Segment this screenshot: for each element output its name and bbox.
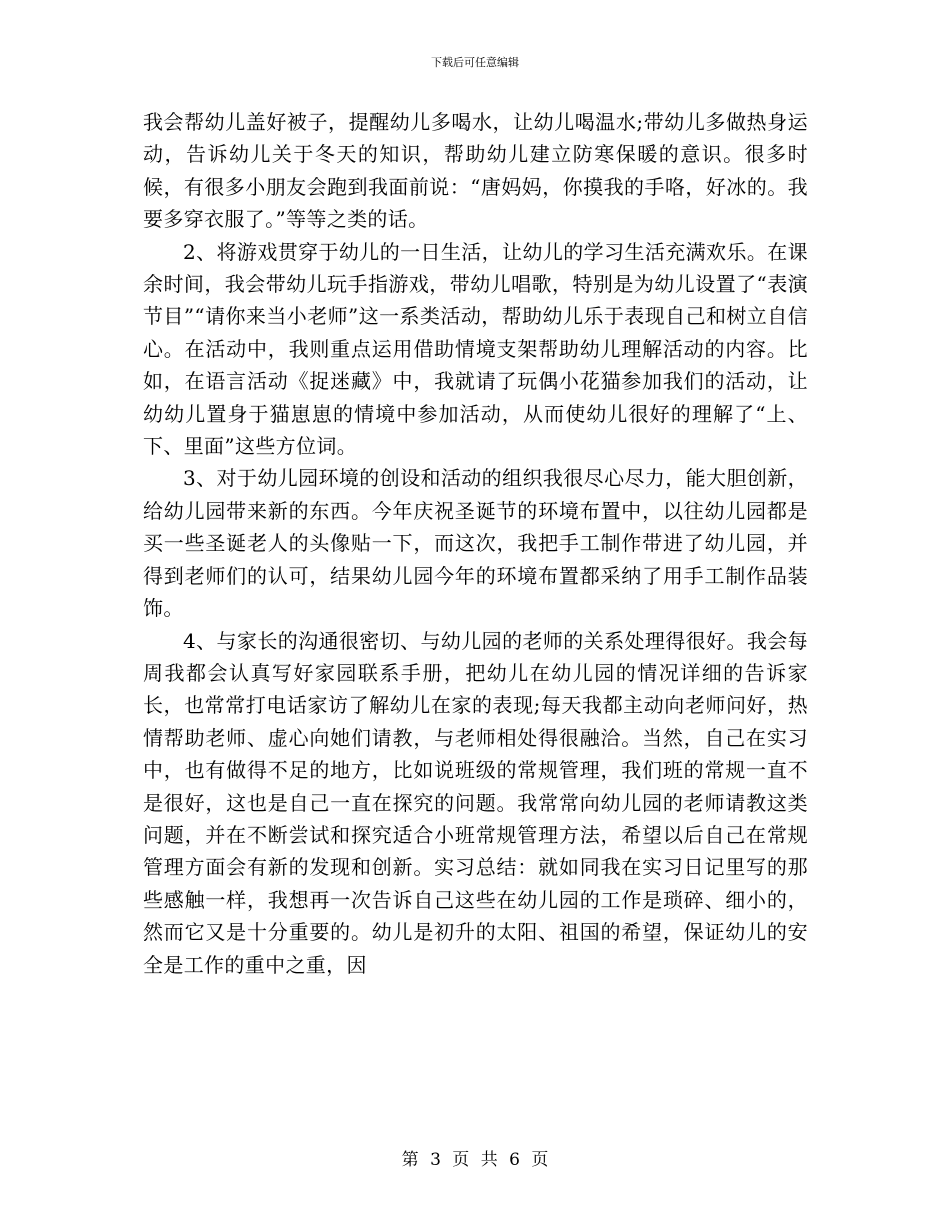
- paragraph-3: 3、对于幼儿园环境的创设和活动的组织我很尽心尽力，能大胆创新，给幼儿园带来新的东西。今年庆祝圣诞节的环境布置中，以往幼儿园都是买一些圣诞老人的头像贴一下，而这次，我把手工制作带进了幼儿园，并得到老师们的认可，结果幼儿园今年的环境布置都采纳了用手工制作品装饰。: [143, 466, 808, 621]
- page-number-footer: 第 3 页 共 6 页: [401, 1150, 549, 1170]
- paragraph-2: 2、将游戏贯穿于幼儿的一日生活，让幼儿的学习生活充满欢乐。在课余时间，我会带幼儿玩手指游戏，带幼儿唱歌，特别是为幼儿设置了“表演节目”“请你来当小老师”这一系类活动，帮助幼儿乐于表现自己和树立自信心。在活动中，我则重点运用借助情境支架帮助幼儿理解活动的内容。比如，在语言活动《捉迷藏》中，我就请了玩偶小花猫参加我们的活动，让幼幼儿置身于猫崽崽的情境中参加活动，从而使幼儿很好的理解了“上、下、里面”这些方位词。: [143, 239, 808, 459]
- paragraph-4: 4、与家长的沟通很密切、与幼儿园的老师的关系处理得很好。我会每周我都会认真写好家园联系手册，把幼儿在幼儿园的情况详细的告诉家长，也常常打电话家访了解幼儿在家的表现;每天我都主动向老师问好，热情帮助老师、虚心向她们请教，与老师相处得很融洽。当然，自己在实习中，也有做得不足的地方，比如说班级的常规管理，我们班的常规一直不是很好，这也是自己一直在探究的问题。我常常向幼儿园的老师请教这类问题，并在不断尝试和探究适合小班常规管理方法，希望以后自己在常规管理方面会有新的发现和创新。实习总结：就如同我在实习日记里写的那些感触一样，我想再一次告诉自己这些在幼儿园的工作是琐碎、细小的，然而它又是十分重要的。幼儿是初升的太阳、祖国的希望，保证幼儿的安全是工作的重中之重，因: [143, 628, 808, 977]
- page-header: 下载后可任意编辑: [431, 56, 519, 69]
- document-body: [143, 106, 808, 981]
- paragraph-1: 我会帮幼儿盖好被子，提醒幼儿多喝水，让幼儿喝温水;带幼儿多做热身运动，告诉幼儿关于冬天的知识，帮助幼儿建立防寒保暖的意识。很多时候，有很多小朋友会跑到我面前说：“唐妈妈，你摸我的手咯，好冰的。我要多穿衣服了。”等等之类的话。: [143, 110, 808, 232]
